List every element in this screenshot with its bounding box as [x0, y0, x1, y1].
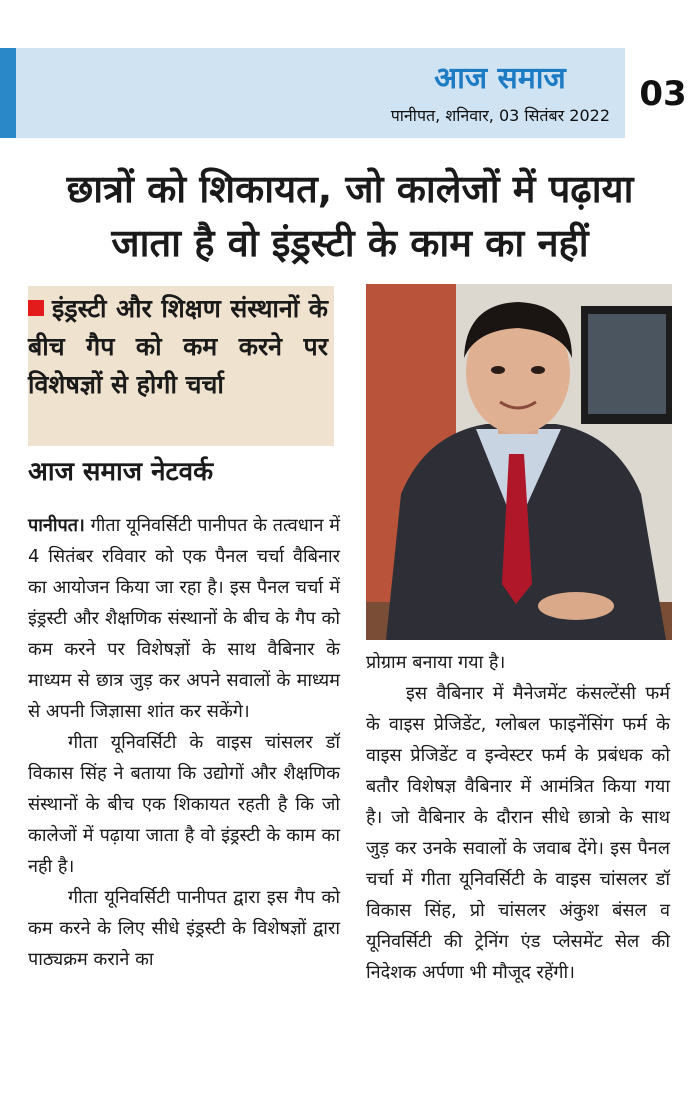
headline [10, 162, 690, 270]
deck-text: इंड्रस्टी और शिक्षण संस्थानों के बीच गैप को कम करने पर विशेषज्ञों से होगी चर्चा [28, 294, 328, 399]
paragraph-2: गीता यूनिवर्सिटी के वाइस चांसलर डॉ विकास सिंह ने बताया कि उद्योगों और शैक्षणिक संस्थानों के बीच एक शिकायत रहती है कि जो कालेजों में पढ़ाया जाता है वो इंड्रस्टी के काम का नही है। [28, 732, 340, 877]
red-square-bullet-icon [28, 300, 44, 316]
page-number: 03 [639, 74, 687, 114]
dateline: पानीपत, शनिवार, 03 सितंबर 2022 [390, 106, 610, 125]
header-accent-stripe [0, 48, 16, 138]
paragraph-1 [28, 510, 340, 727]
deck-box [28, 286, 334, 446]
dateline-lead: पानीपत। [28, 515, 85, 536]
paragraph-1-text: गीता यूनिवर्सिटी पानीपत के तत्वधान में 4 सितंबर रविवार को एक पैनल चर्चा वैबिनार का आयोजन किया जा रहा है। इस पैनल चर्चा में इंड्रस्टी और शैक्षणिक संस्थानों के बीच के गैप को कम करने पर विशेषज्ञों के साथ वैबिनार के माध्यम से छात्र जुड़ कर अपने सवालों के माध्यम से अपनी जिज्ञासा शांत कर सकेंगे। [28, 515, 340, 722]
headline-line-1: छात्रों को शिकायत, जो कालेजों में पढ़ाया [66, 167, 634, 211]
headline-line-2: जाता है वो इंड्रस्टी के काम का नहीं [111, 221, 589, 265]
paragraph-3-continued: प्रोग्राम बनाया गया है। [366, 652, 506, 673]
paragraph-3: गीता यूनिवर्सिटी पानीपत द्वारा इस गैप को कम करने के लिए सीधे इंड्रस्टी के विशेषज्ञों द्वारा पाठ्यक्रम कराने का [28, 887, 340, 970]
masthead: आज समाज [434, 61, 566, 96]
byline: आज समाज नेटवर्क [28, 457, 214, 487]
person-photo [366, 284, 672, 640]
article-column-right [366, 647, 670, 988]
paragraph-4: इस वैबिनार में मैनेजमेंट कंसल्टेंसी फर्म के वाइस प्रेजिडेंट, ग्लोबल फाइनेंसिंग फर्म के वाइस प्रेजिडेंट व इन्वेस्टर फर्म के प्रबंधक को बतौर विशेषज्ञ वैबिनार में आमंत्रित किया गया है। जो वैबिनार के दौरान सीधे छात्रो के साथ जुड़ कर उनके सवालों के जवाब देंगे। इस पैनल चर्चा में गीता यूनिवर्सिटी के वाइस चांसलर डॉ विकास सिंह, प्रो चांसलर अंकुश बंसल व यूनिवर्सिटी की ट्रेनिंग एंड प्लेसमेंट सेल की निदेशक अर्पणा भी मौजूद रहेंगी। [366, 683, 670, 983]
article-column-left [28, 510, 340, 975]
